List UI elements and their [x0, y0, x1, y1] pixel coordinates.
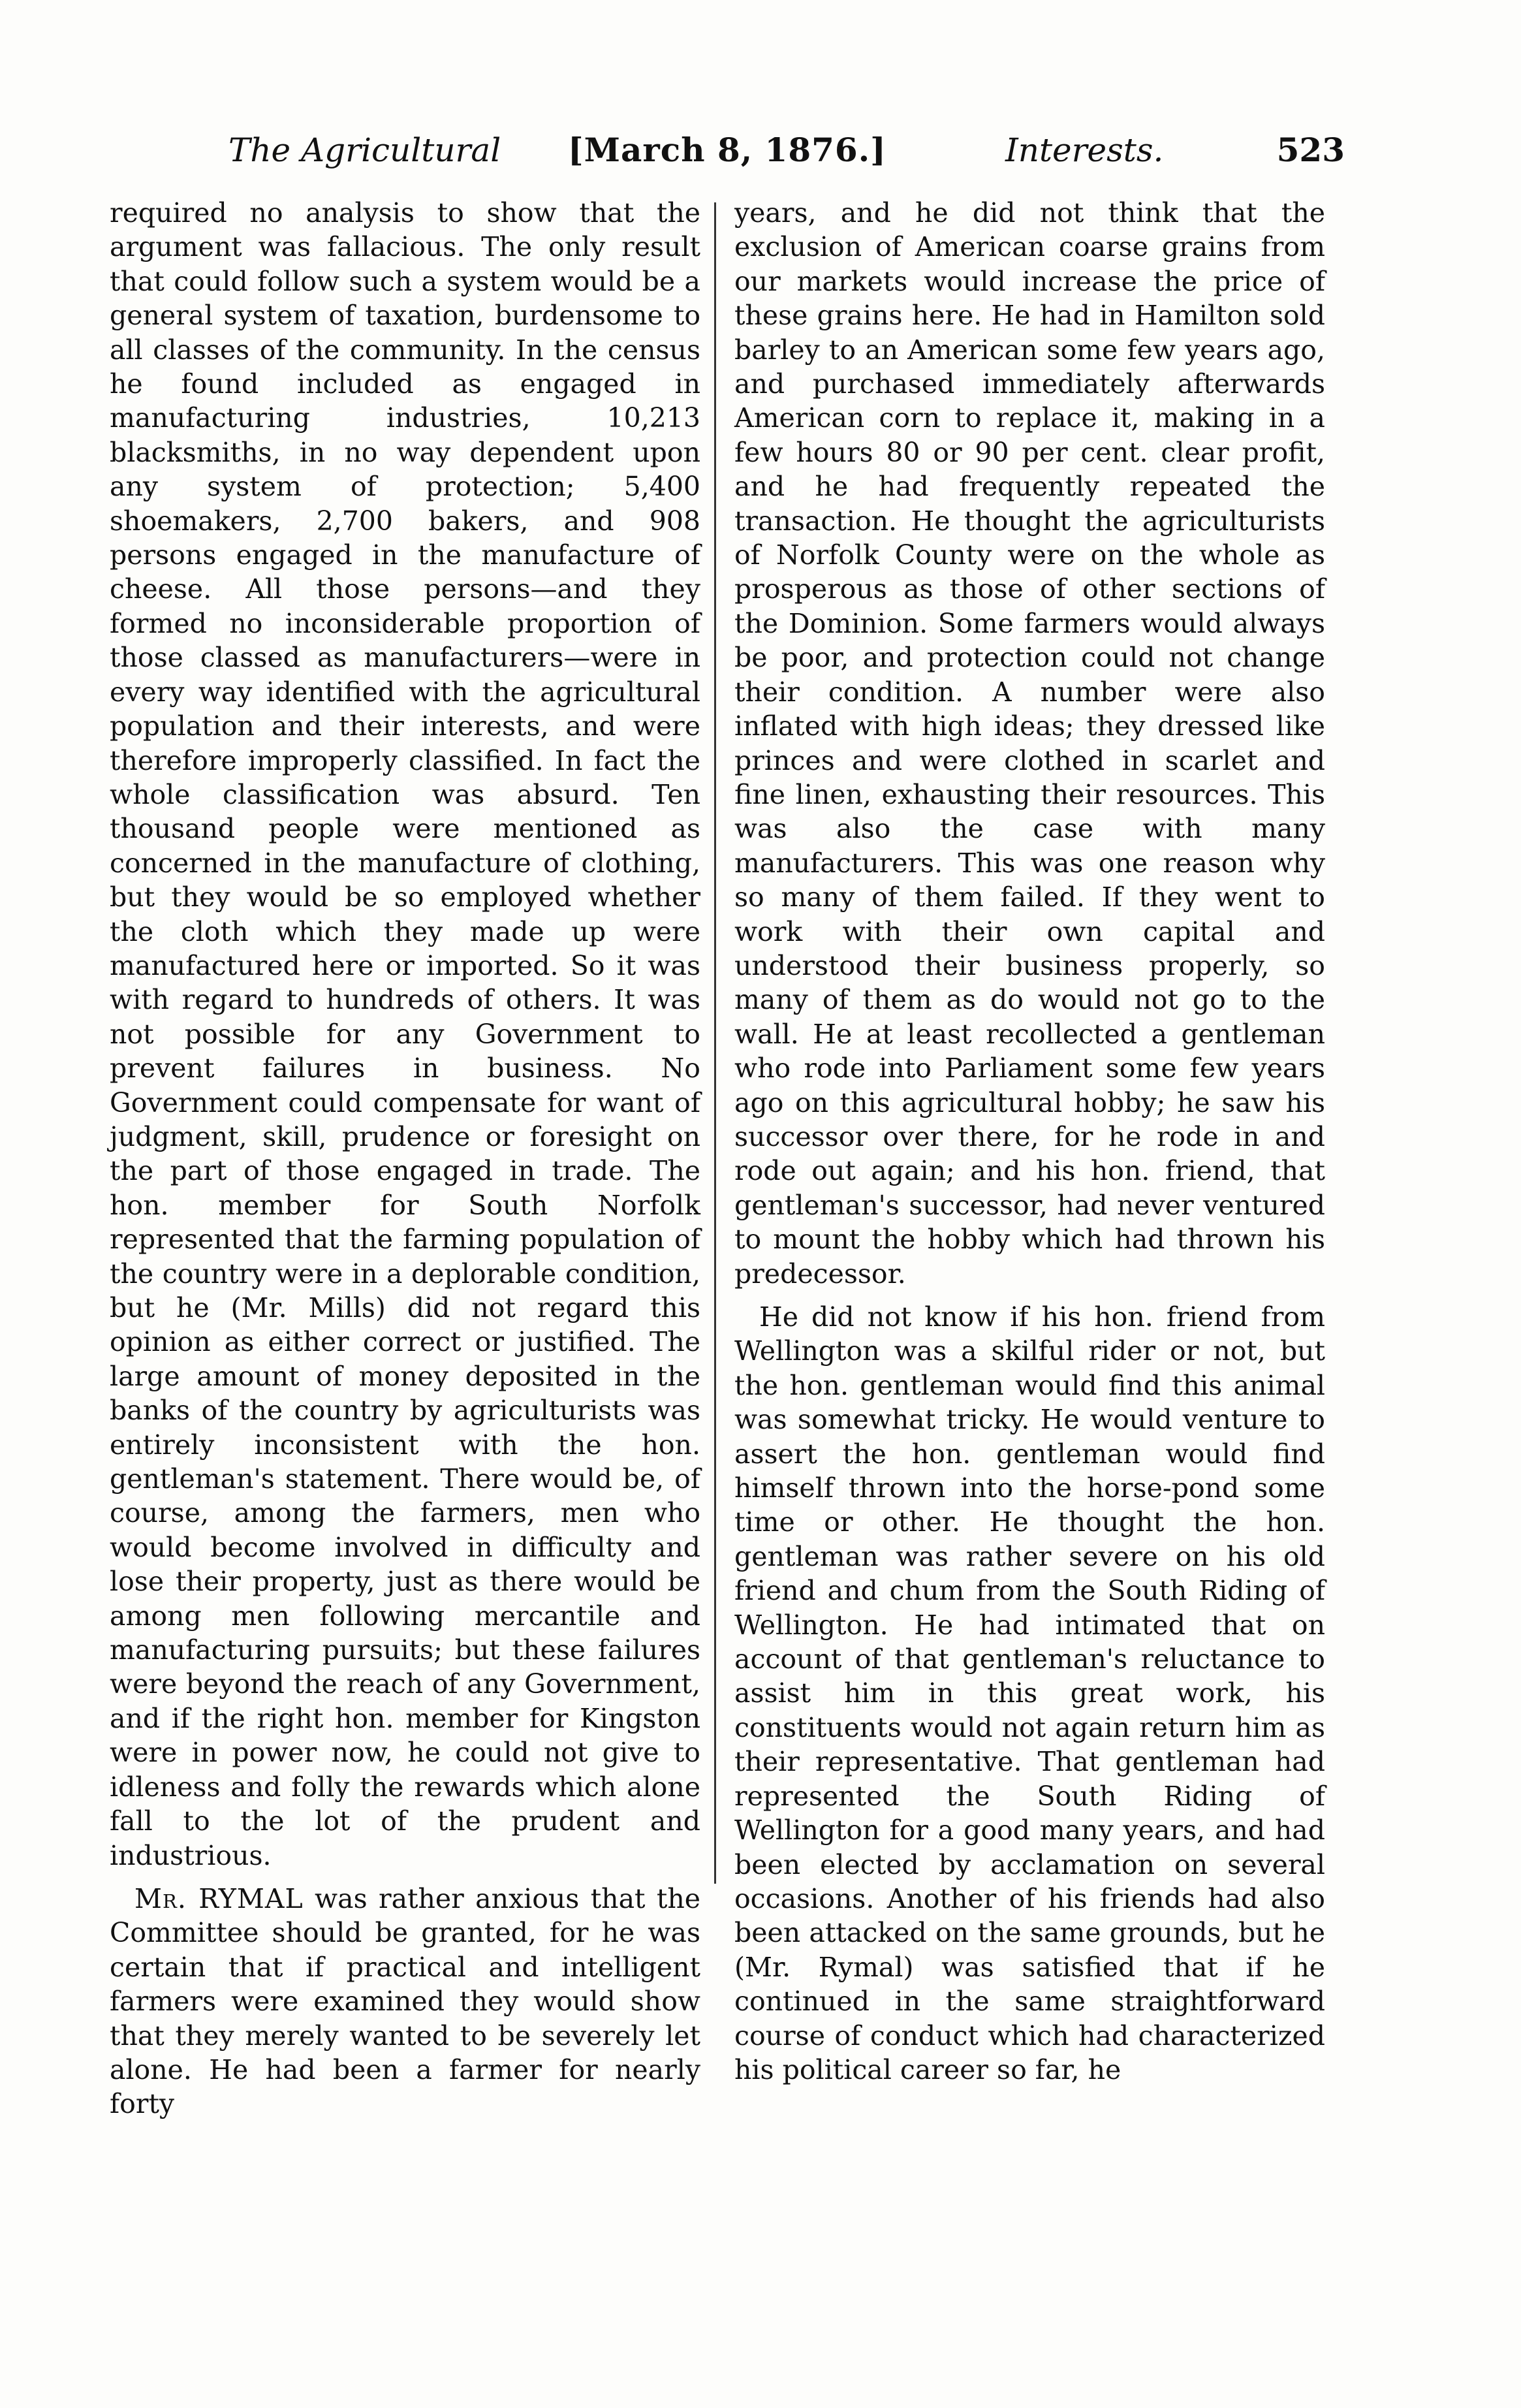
- left-column: [110, 196, 700, 2121]
- running-header: [215, 127, 1345, 173]
- paragraph: [110, 1882, 700, 2121]
- paragraph-text: was rather anxious that the Committee should be granted, for he was certain that if practical and intelligent farmers were examined they would show that they merely wanted to be severely let alone. He had been a farmer for nearly forty: [110, 1882, 700, 2120]
- header-section-title: The Agricultural: [228, 131, 501, 169]
- column-divider: [714, 202, 716, 1884]
- header-subject: Interests.: [1005, 131, 1164, 169]
- speaker-name: Mr. RYMAL: [134, 1882, 304, 1914]
- page-number: 523: [1276, 131, 1345, 169]
- paragraph: He did not know if his hon. friend from Wellington was a skilful rider or not, but the hon. gentleman would find this animal was somewhat tricky. He would venture to assert the hon. gentleman would find himself thrown into the horse-pond some time or other. He thought the hon. gentleman was rather severe on his old friend and chum from the South Riding of Wellington. He had intimated that on account of that gentleman's reluctance to assist him in this great work, his constituents would not again return him as their representative. That gentleman had represented the South Riding of Wellington for a good many years, and had been elected by acclamation on several occasions. Another of his friends had also been attacked on the same grounds, but he (Mr. Rymal) was satisfied that if he continued in the same straightforward course of conduct which had characterized his political career so far, he: [734, 1301, 1325, 2085]
- paragraph: required no analysis to show that the argument was fallacious. The only result that could follow such a system would be a general system of taxation, burdensome to all classes of the community. In the census he found included as engaged in manufacturing industries, 10,213 blacksmiths, in no way dependent upon any system of protection; 5,400 shoemakers, 2,700 bakers, and 908 persons engaged in the manufacture of cheese. All those persons—and they formed no inconsiderable proportion of those classed as manufacturers—were in every way identified with the agricultural population and their interests, and were therefore improperly classified. In fact the whole classification was absurd. Ten thousand people were mentioned as concerned in the manufacture of clothing, but they would be so employed whether the cloth which they made up were manufactured here or imported. So it was with regard to hundreds of others. It was not possible for any Government to prevent failures in business. No Government could compensate for want of judgment, skill, prudence or foresight on the part of those engaged in trade. The hon. member for South Norfolk represented that the farming population of the country were in a deplorable condition, but he (Mr. Mills) did not regard this opinion as either correct or justified. The large amount of money deposited in the banks of the country by agriculturists was entirely inconsistent with the hon. gentleman's statement. There would be, of course, among the farmers, men who would become involved in difficulty and lose their property, just as there would be among men following mercantile and manufacturing pursuits; but these failures were beyond the reach of any Government, and if the right hon. member for Kingston were in power now, he could not give to idleness and folly the rewards which alone fall to the lot of the prudent and industrious.: [110, 197, 700, 1871]
- header-date: [March 8, 1876.]: [568, 131, 886, 169]
- paragraph: years, and he did not think that the exclusion of American coarse grains from our markets would increase the price of these grains here. He had in Hamilton sold barley to an American some few years ago, and purchased immediately afterwards American corn to replace it, making in a few hours 80 or 90 per cent. clear profit, and he had frequently repeated the transaction. He thought the agriculturists of Norfolk County were on the whole as prosperous as those of other sections of the Dominion. Some farmers would always be poor, and protection could not change their condition. A number were also inflated with high ideas; they dressed like princes and were clothed in scarlet and fine linen, exhausting their resources. This was also the case with many manufacturers. This was one reason why so many of them failed. If they went to work with their own capital and understood their business properly, so many of them as do would not go to the wall. He at least recollected a gentleman who rode into Parliament some few years ago on this agricultural hobby; he saw his successor over there, for he rode in and rode out again; and his hon. friend, that gentleman's successor, had never ventured to mount the hobby which had thrown his predecessor.: [734, 197, 1325, 1290]
- right-column: [734, 196, 1325, 2087]
